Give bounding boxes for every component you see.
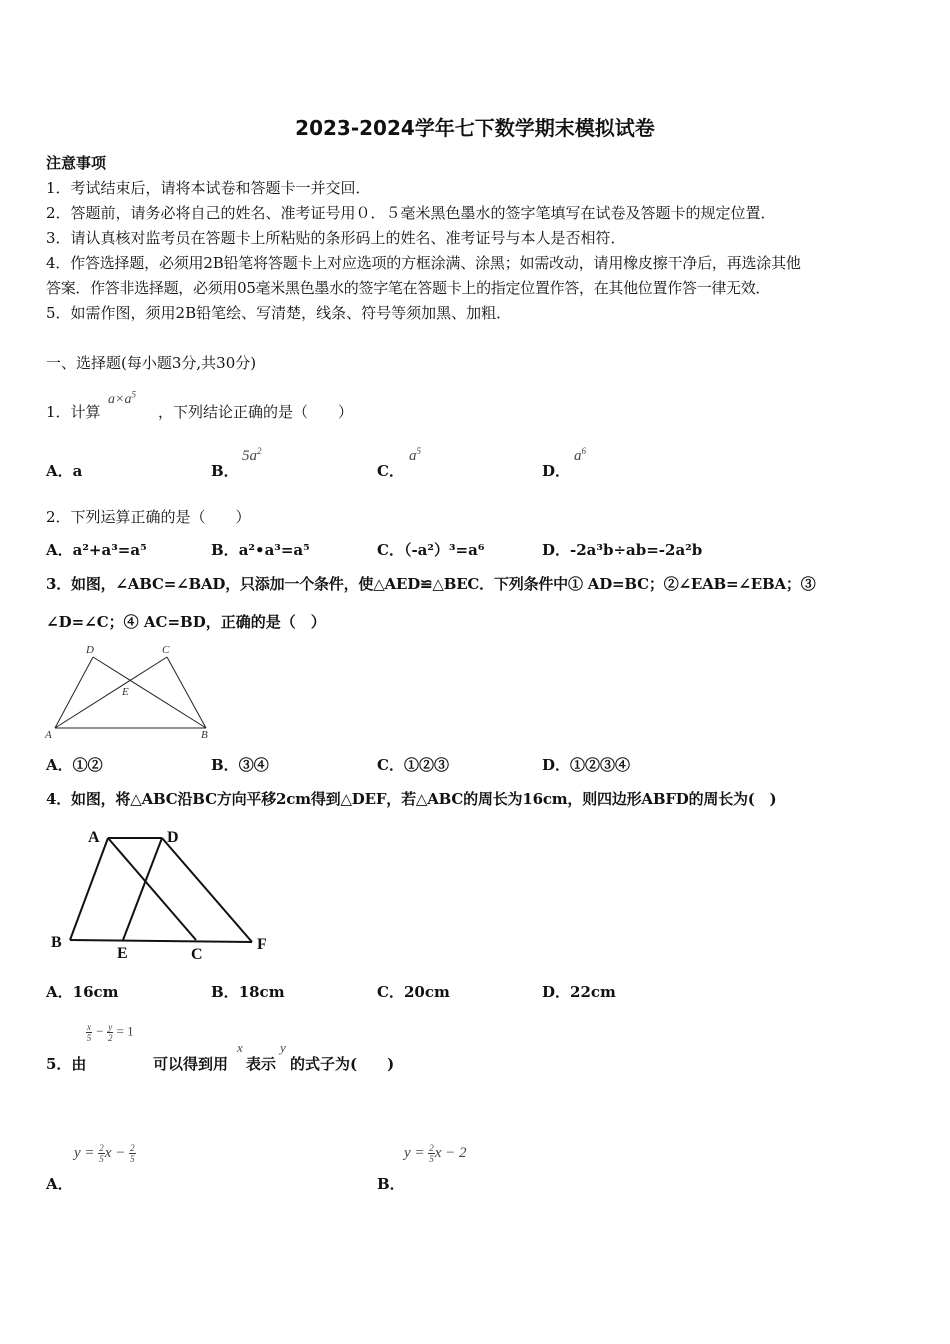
q3-label-a: A [45,729,52,741]
notice-item: 2．答题前，请务必将自己的姓名、准考证号用０．５毫米黑色墨水的签字笔填写在试卷及答题卡的规定位置． [46,204,776,222]
notice-item: 答案．作答非选择题，必须用05毫米黑色墨水的签字笔在答题卡上的指定位置作答，在其他位置作答一律无效． [46,279,771,297]
q3-option-c: C．①②③ [377,756,449,774]
q4-figure [46,822,286,967]
q5-suffix: 的式子为( ) [290,1055,395,1073]
notice-item: 4．作答选择题，必须用2B铅笔将答题卡上对应选项的方框涂满、涂黑；如需改动，请用橡皮擦干净后，再选涂其他 [46,254,801,272]
q3-stem-line1: 3．如图，∠ABC=∠BAD，只添加一个条件，使△AED≌△BEC．下列条件中① AD=BC；②∠EAB=∠EBA；③ [46,575,816,593]
q2-option-b: B．a²•a³=a⁵ [211,541,310,559]
notice-item: 1．考试结束后，请将本试卷和答题卡一并交回． [46,179,371,197]
q1-prefix: 1．计算 [46,403,101,421]
q3-label-e: E [122,686,129,698]
q3-figure [40,640,220,745]
section-heading: 一、选择题(每小题3分,共30分) [46,354,257,372]
q4-label-f: F [257,936,267,953]
q5-prefix: 5．由 [46,1055,87,1073]
q5-middle: 可以得到用 [153,1055,229,1073]
q2-option-c: C．（-a²）³=a⁶ [377,541,485,559]
notice-item: 3．请认真核对监考员在答题卡上所粘贴的条形码上的姓名、准考证号与本人是否相符． [46,229,626,247]
q4-option-d: D．22cm [542,983,616,1001]
q1-option-c: $a^5$ [409,446,421,464]
q5-option-b-label: B． [377,1175,405,1193]
q5-var-x: x [237,1040,243,1055]
q4-label-c: C [191,946,203,963]
q1-option-b: $5a^2$ [242,446,262,464]
q4-option-b: B．18cm [211,983,285,1001]
notice-heading: 注意事项 [46,154,107,172]
q3-option-a: A．①② [46,756,103,774]
q1-option-d: $a^6$ [574,446,586,464]
q4-option-c: C．20cm [377,983,450,1001]
q5-mid2: 表示 [246,1055,277,1073]
q3-label-b: B [201,729,208,741]
q5-var-y: y [280,1040,286,1055]
q5-option-b-expr: y = $\frac{2}{5}$ x − 2 [404,1143,467,1164]
q5-option-a-expr: y = $\frac{2}{5}$ x − $\frac{2}{5}$ [74,1143,135,1164]
page-title: 2023-2024学年七下数学期末模拟试卷 [295,116,655,140]
q3-label-d: D [86,644,94,656]
q5-option-a-label: A． [46,1175,73,1193]
q2-option-d: D．-2a³b÷ab=-2a²b [542,541,703,559]
q3-stem-line2: ∠D=∠C；④ AC=BD，正确的是（ ） [46,613,326,631]
notice-item: 5．如需作图，须用2B铅笔绘、写清楚，线条、符号等须加黑、加粗． [46,304,512,322]
q4-label-d: D [167,829,179,846]
q4-stem: 4．如图，将△ABC沿BC方向平移2cm得到△DEF，若△ABC的周长为16cm，则四边形ABFD的周长为( ) [46,790,777,808]
q1-option-a: A．a [46,462,83,480]
q1-expression: $a\times a^5$ [108,389,136,407]
q3-option-b: B．③④ [211,756,269,774]
q4-label-a: A [88,829,100,846]
q4-label-e: E [117,945,128,962]
q3-option-d: D．①②③④ [542,756,631,774]
q3-label-c: C [162,644,170,656]
q2-option-a: A．a²+a³=a⁵ [46,541,147,559]
q1-option-c-label: C． [377,462,404,480]
q4-label-b: B [51,934,62,951]
q4-option-a: A．16cm [46,983,119,1001]
q1-option-d-label: D． [542,462,571,480]
q5-equation: $\frac{x}{5}$ − $\frac{y}{2}$ = 1 [86,1022,134,1043]
q2-stem: 2．下列运算正确的是（ ） [46,508,251,526]
q1-suffix: ，下列结论正确的是（ ） [158,403,354,421]
q1-option-b-label: B． [211,462,239,480]
